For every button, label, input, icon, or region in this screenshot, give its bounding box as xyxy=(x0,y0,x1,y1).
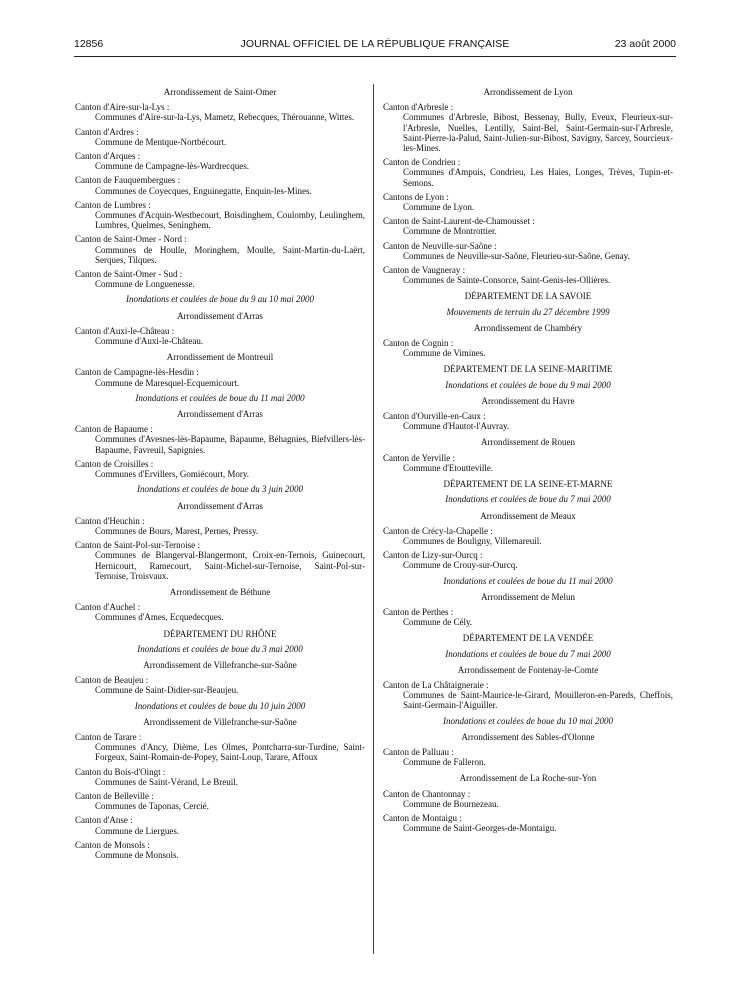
event-heading: Inondations et coulées de boue du 7 mai 2000 xyxy=(445,648,611,659)
canton-label: Canton de Lizy-sur-Ourcq : xyxy=(383,550,483,561)
canton-label: Canton de La Châtaigneraie : xyxy=(383,679,489,690)
commune-list: Commune de Falleron. xyxy=(403,757,486,768)
journal-title: JOURNAL OFFICIEL DE LA RÉPUBLIQUE FRANÇAISE xyxy=(240,38,510,50)
commune-list: Communes de Bouligny, Villemareuil. xyxy=(403,535,542,546)
commune-list: Commune de Cély. xyxy=(403,617,473,628)
canton-label: Canton d'Auchel : xyxy=(75,602,141,613)
commune-list: Communes de Houlle, Moringhem, Moulle, Saint-Martin-du-Laërt, Serques, Tilques. xyxy=(95,244,365,265)
section-heading: Arrondissement de Melun xyxy=(481,591,575,602)
event-heading: Mouvements de terrain du 27 décembre 1999 xyxy=(446,306,610,317)
canton-label: Canton d'Anse : xyxy=(75,815,133,826)
event-heading: Inondations et coulées de boue du 9 mai 2000 xyxy=(445,379,611,390)
event-heading: Inondations et coulées de boue du 10 juin 2000 xyxy=(134,700,306,711)
event-heading: Inondations et coulées de boue du 7 mai 2000 xyxy=(445,494,611,505)
section-heading: Arrondissement de Rouen xyxy=(481,437,575,448)
commune-list: Communes d'Aire-sur-la-Lys, Mametz, Rebecques, Thérouanne, Wittes. xyxy=(95,112,355,123)
section-heading: Arrondissement de Fontenay-le-Comte xyxy=(457,664,599,675)
canton-label: Canton d'Aire-sur-la-Lys : xyxy=(75,102,170,113)
canton-label: Canton de Chantonnay : xyxy=(383,788,471,799)
section-heading: Arrondissement de Lyon xyxy=(483,87,573,97)
canton-label: Canton de Condrieu : xyxy=(383,157,461,168)
canton-label: Canton de Yerville : xyxy=(383,452,455,463)
commune-list: Communes de Bours, Marest, Pernes, Pressy. xyxy=(95,525,259,536)
canton-label: Canton de Saint-Laurent-de-Chamousset : xyxy=(383,216,535,227)
commune-list: Commune de Saint-Georges-de-Montaigu. xyxy=(403,823,557,834)
section-heading: DÉPARTEMENT DE LA VENDÉE xyxy=(462,633,594,644)
canton-label: Canton de Monsols : xyxy=(75,839,150,850)
canton-label: Canton du Bois-d'Oingt : xyxy=(75,766,166,777)
issue-date: 23 août 2000 xyxy=(614,38,676,50)
column-divider xyxy=(373,84,374,954)
canton-label: Canton d'Arques : xyxy=(75,151,141,162)
canton-label: Canton de Saint-Pol-sur-Ternoise : xyxy=(75,540,200,551)
section-heading: Arrondissement de Saint-Omer xyxy=(163,87,277,97)
event-heading: Inondations et coulées de boue du 11 mai 2000 xyxy=(443,575,613,586)
header-rule xyxy=(74,56,676,57)
section-heading: Arrondissement de Béthune xyxy=(169,586,271,597)
canton-label: Canton d'Heuchin : xyxy=(75,515,145,526)
commune-list: Commune d'Etoutteville. xyxy=(403,462,494,473)
section-heading: DÉPARTEMENT DE LA SEINE-MARITIME xyxy=(443,364,613,375)
commune-list: Commune de Mentque-Nortbécourt. xyxy=(95,136,227,147)
canton-label: Canton de Bapaume : xyxy=(75,424,153,435)
canton-label: Canton de Crécy-la-Chapelle : xyxy=(383,525,493,536)
canton-label: Cantons de Lyon : xyxy=(383,191,449,202)
commune-list: Commune de Vimines. xyxy=(403,348,486,359)
section-heading: Arrondissement d'Arras xyxy=(177,310,263,321)
canton-label: Canton de Neuville-sur-Saône : xyxy=(383,240,497,251)
section-heading: DÉPARTEMENT DU RHÔNE xyxy=(163,628,277,639)
section-heading: Arrondissement de La Roche-sur-Yon xyxy=(459,773,597,784)
canton-label: Canton de Saint-Omer - Sud : xyxy=(75,269,183,280)
canton-label: Canton de Tarare : xyxy=(75,731,142,742)
commune-list: Commune de Monsols. xyxy=(95,849,179,860)
commune-list: Commune de Maresquel-Ecquemicourt. xyxy=(95,377,240,388)
commune-list: Communes de Taponas, Cercié. xyxy=(95,801,209,812)
commune-list: Communes d'Arbresle, Bibost, Bessenay, Bully, Eveux, Fleurieux-sur-l'Arbresle, Nuelles, Lentilly, Saint-Bel, Saint-Germain-sur-l'Arbresle, Saint-Pierre-la-Palud, Saint-Julien-sur-Bibost, Savigny, Sarcey, Sourcieux-les-Mines. xyxy=(403,112,673,154)
commune-list: Communes de Saint-Maurice-le-Girard, Mouilleron-en-Pareds, Cheffois, Saint-Germain-l'Aiguiller. xyxy=(403,690,673,711)
commune-list: Communes de Blangerval-Blangermont, Croix-en-Ternois, Guinecourt, Hernicourt, Ramecourt, Saint-Michel-sur-Ternoise, Saint-Pol-sur-Ternoise, Troisvaux. xyxy=(95,550,365,581)
event-heading: Inondations et coulées de boue du 3 mai 2000 xyxy=(137,643,303,654)
canton-label: Canton de Croisilles : xyxy=(75,458,154,469)
commune-list: Commune de Crouy-sur-Ourcq. xyxy=(403,560,518,571)
section-heading: Arrondissement d'Arras xyxy=(177,500,263,511)
commune-list: Commune de Lyon. xyxy=(403,202,475,213)
commune-list: Communes d'Ames, Ecquedecques. xyxy=(95,612,224,623)
canton-label: Canton d'Auxi-le-Château : xyxy=(75,325,175,336)
canton-label: Canton de Saint-Omer - Nord : xyxy=(75,234,187,245)
commune-list: Communes de Neuville-sur-Saône, Fleurieu-sur-Saône, Genay. xyxy=(403,250,630,261)
section-heading: Arrondissement de Meaux xyxy=(480,510,576,521)
section-heading: DÉPARTEMENT DE LA SEINE-ET-MARNE xyxy=(443,479,613,490)
commune-list: Commune de Montrottier. xyxy=(403,226,497,237)
commune-list: Commune de Saint-Didier-sur-Beaujeu. xyxy=(95,685,239,696)
canton-label: Canton de Fauquembergues : xyxy=(75,175,181,186)
canton-label: Canton d'Arbresle : xyxy=(383,102,454,113)
right-column xyxy=(383,87,673,833)
commune-list: Commune d'Auxi-le-Château. xyxy=(95,336,204,347)
canton-label: Canton de Palluau : xyxy=(383,746,454,757)
page-number: 12856 xyxy=(74,38,104,50)
canton-label: Canton de Cognin : xyxy=(383,338,454,349)
section-heading: Arrondissement des Sables-d'Olonne xyxy=(461,731,595,742)
section-heading: Arrondissement de Villefranche-sur-Saône xyxy=(143,659,297,670)
event-heading: Inondations et coulées de boue du 11 mai 2000 xyxy=(135,392,305,403)
canton-label: Canton de Belleville : xyxy=(75,790,154,801)
event-heading: Inondations et coulées de boue du 3 juin 2000 xyxy=(137,484,303,495)
canton-label: Canton d'Ardres : xyxy=(75,126,139,137)
canton-label: Canton d'Ourville-en-Caux : xyxy=(383,411,486,422)
canton-label: Canton de Vaugneray : xyxy=(383,265,466,276)
commune-list: Communes d'Acquin-Westbecourt, Boisdinghem, Coulomby, Leulinghem, Lumbres, Quelmes, Seninghem. xyxy=(95,210,365,231)
canton-label: Canton de Perthes : xyxy=(383,606,454,617)
section-heading: Arrondissement du Havre xyxy=(481,395,575,406)
section-heading: Arrondissement de Villefranche-sur-Saône xyxy=(143,716,297,727)
commune-list: Commune de Bournezeau. xyxy=(403,798,499,809)
canton-label: Canton de Beaujeu : xyxy=(75,675,149,686)
canton-label: Canton de Campagne-lès-Hesdin : xyxy=(75,367,199,378)
commune-list: Communes d'Ancy, Dième, Les Olmes, Pontcharra-sur-Turdine, Saint-Forgeux, Saint-Romain-de-Popey, Saint-Loup, Tarare, Affoux xyxy=(95,742,365,763)
commune-list: Communes d'Ervillers, Gomiécourt, Mory. xyxy=(95,469,250,480)
event-heading: Inondations et coulées de boue du 10 mai 2000 xyxy=(443,715,613,726)
section-heading: Arrondissement de Chambéry xyxy=(474,322,582,333)
commune-list: Communes d'Ampuis, Condrieu, Les Haies, Longes, Trèves, Tupin-et-Semons. xyxy=(403,167,673,188)
commune-list: Communes de Saint-Vérand, Le Breuil. xyxy=(95,776,238,787)
commune-list: Commune de Campagne-lès-Wardrecques. xyxy=(95,161,249,172)
page-header xyxy=(74,38,676,54)
section-heading: Arrondissement de Montreuil xyxy=(166,352,274,363)
commune-list: Communes d'Avesnes-lès-Bapaume, Bapaume, Béhagnies, Biefvillers-lès-Bapaume, Favreuil, Sapignies. xyxy=(95,434,365,455)
left-column xyxy=(75,87,365,860)
commune-list: Commune de Liergues. xyxy=(95,825,180,836)
canton-label: Canton de Montaigu : xyxy=(383,812,462,823)
section-heading: Arrondissement d'Arras xyxy=(177,409,263,420)
commune-list: Commune de Longuenesse. xyxy=(95,279,195,290)
commune-list: Commune d'Hautot-l'Auvray. xyxy=(403,421,510,432)
event-heading: Inondations et coulées de boue du 9 au 10 mai 2000 xyxy=(126,294,314,305)
section-heading: DÉPARTEMENT DE LA SAVOIE xyxy=(464,291,592,302)
canton-label: Canton de Lumbres : xyxy=(75,199,151,210)
commune-list: Communes de Coyecques, Enguinegatte, Enquin-les-Mines. xyxy=(95,185,312,196)
commune-list: Communes de Sainte-Consorce, Saint-Genis-les-Ollières. xyxy=(403,275,611,286)
